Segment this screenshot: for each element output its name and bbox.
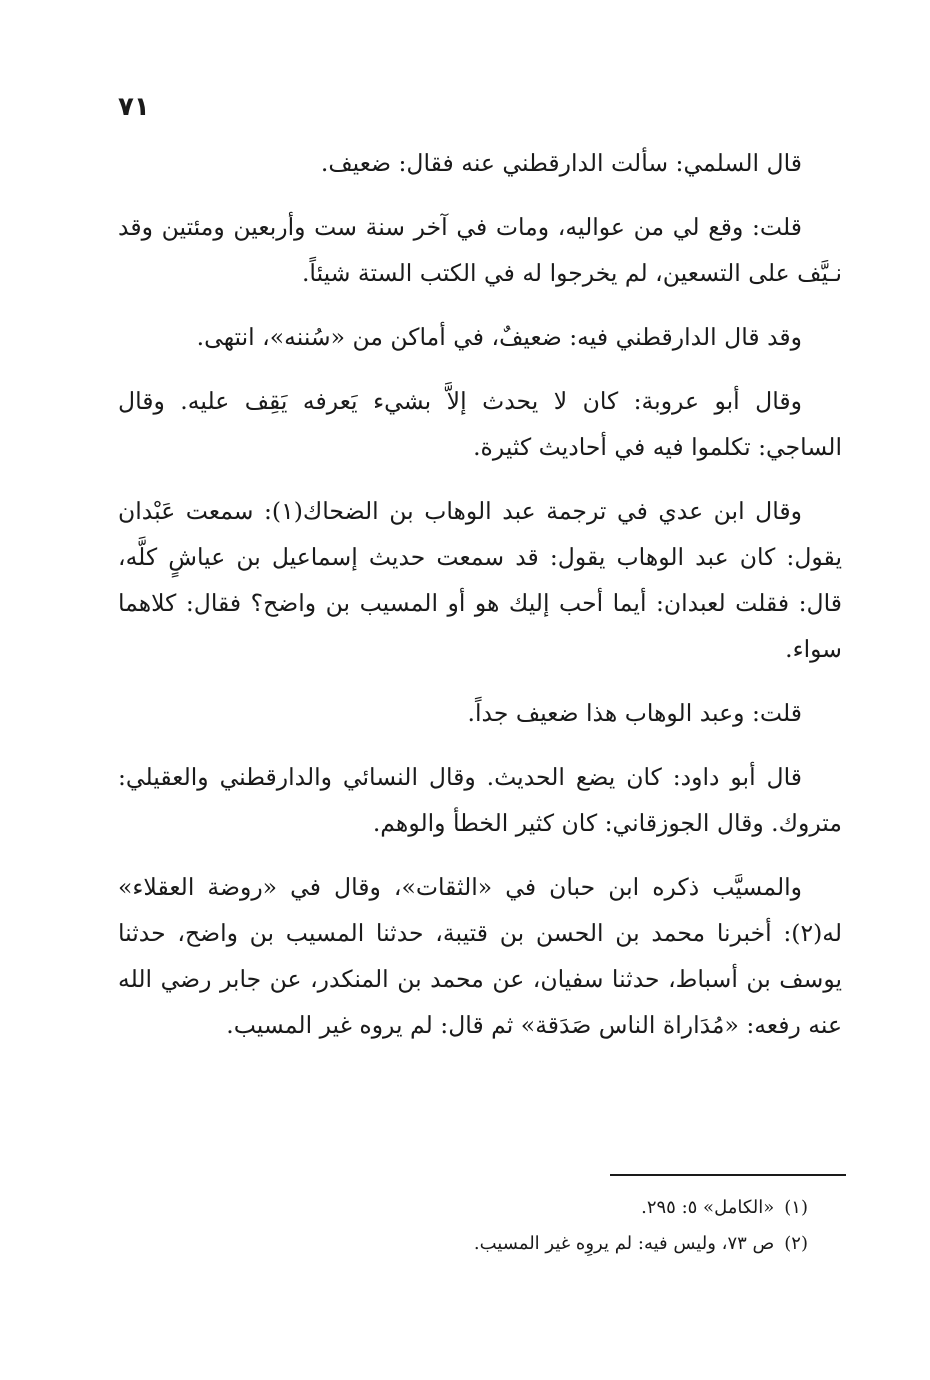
footnote bbox=[118, 1190, 842, 1226]
paragraph: وقال ابن عدي في ترجمة عبد الوهاب بن الضحاك(١): سمعت عَبْدان يقول: كان عبد الوهاب يقول: قد سمعت حديث إسماعيل بن عياشٍ كلَّه، قال: فقلت لعبدان: أيما أحب إليك هو أو المسيب بن واضح؟ فقال: كلاهما سواء. bbox=[118, 497, 842, 663]
paragraph: قلت: وقع لي من عواليه، ومات في آخر سنة ست وأربعين ومئتين وقد نـيَّف على التسعين، لم يخرجوا له في الكتب الستة شيئاً. bbox=[118, 213, 842, 287]
footnote-separator bbox=[610, 1174, 846, 1176]
footnotes bbox=[118, 1190, 842, 1262]
paragraph: قلت: وعبد الوهاب هذا ضعيف جداً. bbox=[467, 699, 802, 727]
footnote-text: ص ٧٣، وليس فيه: لم يروِه غير المسيب. bbox=[473, 1233, 775, 1254]
footnote-text: «الكامل» ٥: ٢٩٥. bbox=[641, 1197, 775, 1218]
footnote bbox=[118, 1226, 842, 1262]
page-number: ٧١ bbox=[118, 92, 150, 122]
footnote-number: (٢) bbox=[784, 1233, 808, 1254]
body-text bbox=[118, 140, 842, 1066]
paragraph: وقال أبو عروبة: كان لا يحدث إلاَّ بشيء يَعرفه يَقِف عليه. وقال الساجي: تكلموا فيه في أحاديث كثيرة. bbox=[118, 387, 842, 461]
paragraph: قال السلمي: سألت الدارقطني عنه فقال: ضعيف. bbox=[320, 149, 802, 177]
paragraph: والمسيَّب ذكره ابن حبان في «الثقات»، وقال في «روضة العقلاء» له(٢): أخبرنا محمد بن الحسن بن قتيبة، حدثنا المسيب بن واضح، حدثنا يوسف بن أسباط، حدثنا سفيان، عن محمد بن المنكدر، عن جابر رضي الله عنه رفعه: «مُدَاراة الناس صَدَقة» ثم قال: لم يروه غير المسيب. bbox=[118, 873, 842, 1039]
footnote-number: (١) bbox=[784, 1197, 808, 1218]
paragraph: وقد قال الدارقطني فيه: ضعيفٌ، في أماكن من «سُننه»، انتهى. bbox=[196, 323, 802, 351]
paragraph: قال أبو داود: كان يضع الحديث. وقال النسائي والدارقطني والعقيلي: متروك. وقال الجوزقاني: كان كثير الخطأ والوهم. bbox=[118, 763, 842, 837]
